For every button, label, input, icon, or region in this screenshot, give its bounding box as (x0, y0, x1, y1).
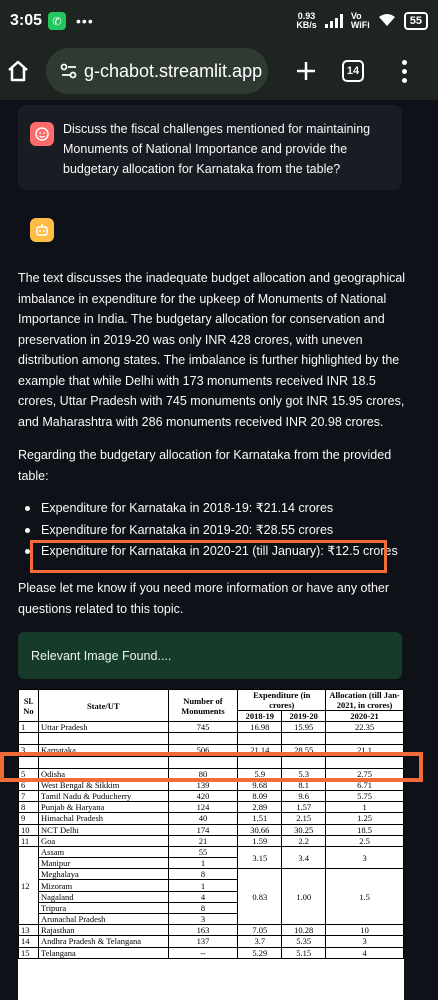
user-message (18, 105, 402, 190)
new-tab-icon[interactable] (292, 57, 320, 85)
highlight-annotation (0, 752, 423, 782)
bot-avatar-icon (30, 218, 54, 242)
table-row: Arunachal Pradesh 3 (19, 914, 404, 925)
address-bar[interactable] (46, 48, 268, 94)
header-allocation: Allocation (till Jan- 2021, in crores) (326, 690, 404, 711)
browser-toolbar (0, 42, 438, 100)
table-row: 13 Rajasthan 163 7.05 10.28 10 (19, 925, 404, 936)
table-row-karnataka: 3 Karnataka 506 21.14 28.55 21.1 (19, 745, 404, 756)
user-message-text: Discuss the fiscal challenges mentioned for maintaining Monuments of National Importance and provide the budgetary allocation for Karnataka from the table? (63, 122, 371, 176)
table-row: Manipur 1 (19, 858, 404, 869)
list-item: Expenditure for Karnataka in 2019-20: ₹28.55 crores (18, 520, 418, 542)
table-row: 1 Uttar Pradesh 745 16.98 15.95 22.35 (19, 722, 404, 733)
table-row: 10 NCT Delhi 174 30.66 30.25 18.5 (19, 824, 404, 835)
overflow-menu-icon[interactable] (400, 60, 408, 83)
header-monuments: Number of Monuments (168, 690, 238, 722)
table-row: 11 Goa 21 1.59 2.2 2.5 (19, 835, 404, 846)
table-row: 15 Telangana -- 5.29 5.15 4 (19, 947, 404, 958)
list-item: Expenditure for Karnataka in 2018-19: ₹21.14 crores (18, 498, 418, 520)
response-paragraph-3: Please let me know if you need more information or have any other questions related to this topic. (18, 581, 390, 616)
signal-icon (325, 14, 343, 28)
call-icon: ✆ (48, 12, 66, 30)
header-year-2020: 2020-21 (326, 711, 404, 722)
table-row: 5 Odisha 80 5.9 5.3 2.75 (19, 768, 404, 779)
table-row: Nagaland 4 (19, 891, 404, 902)
table-row: 14 Andhra Pradesh & Telangana 137 3.7 5.35 3 (19, 936, 404, 947)
status-bar (0, 0, 438, 42)
wifi-icon (378, 13, 396, 30)
table-row: Mizoram 1 (19, 880, 404, 891)
header-sl: Sl. No (19, 690, 39, 722)
relevant-image-banner: Relevant Image Found.... (18, 632, 402, 679)
tab-switcher-button[interactable]: 14 (342, 60, 364, 82)
list-item: Expenditure for Karnataka in 2020-21 (till January): ₹12.5 crores (18, 541, 418, 563)
monuments-table (18, 689, 404, 959)
header-state: State/UT (38, 690, 168, 722)
battery-icon: 55 (404, 12, 428, 30)
response-paragraph-1: The text discusses the inadequate budget allocation and geographical imbalance in expenditure for the upkeep of Monuments of National Importance in India. The budgetary allocation for conservation and preservation in 2019-20 was only INR 428 crores, with uneven distribution among states. The imbalance is further highlighted by the example that while Delhi with 173 monuments received INR 18.5 crores, Uttar Pradesh with 745 monuments only got INR 15.95 crores, and Maharashtra with 286 monuments received INR 20.98 crores. (18, 271, 406, 429)
header-year-2018: 2018-19 (238, 711, 282, 722)
site-settings-icon[interactable] (58, 60, 80, 82)
highlight-annotation (30, 540, 387, 573)
table-row: 7 Tamil Nadu & Puducherry 420 8.09 9.6 5.75 (19, 790, 404, 801)
table-row: 8 Punjab & Haryana 124 2.89 1.57 1 (19, 802, 404, 813)
table-row: 9 Himachal Pradesh 40 1.51 2.15 1.25 (19, 813, 404, 824)
chat-area (0, 100, 438, 1000)
volte-wifi-indicator: Vo WiFi (350, 11, 370, 30)
home-icon[interactable] (2, 55, 34, 87)
clock: 3:05 (10, 12, 43, 29)
response-paragraph-2: Regarding the budgetary allocation for Karnataka from the provided table: (18, 448, 392, 483)
user-avatar-icon (30, 122, 54, 146)
table-row: 6 West Bengal & Sikkim 139 9.68 8.1 6.71 (19, 779, 404, 790)
header-year-2019: 2019-20 (282, 711, 326, 722)
monuments-table-image (18, 689, 404, 1000)
table-row: 12 Assam 55 3.15 3.4 3 (19, 846, 404, 857)
table-row: Meghalaya 8 0.83 1.00 1.5 (19, 869, 404, 880)
more-notifications-icon: ••• (76, 13, 94, 29)
table-row: Tripura 8 (19, 902, 404, 913)
header-expenditure: Expenditure (in crores) (238, 690, 326, 711)
table-row-hidden (19, 733, 404, 745)
network-speed: 0.93 KB/s (296, 11, 317, 30)
url-text: g-chabot.streamlit.app (84, 60, 263, 81)
